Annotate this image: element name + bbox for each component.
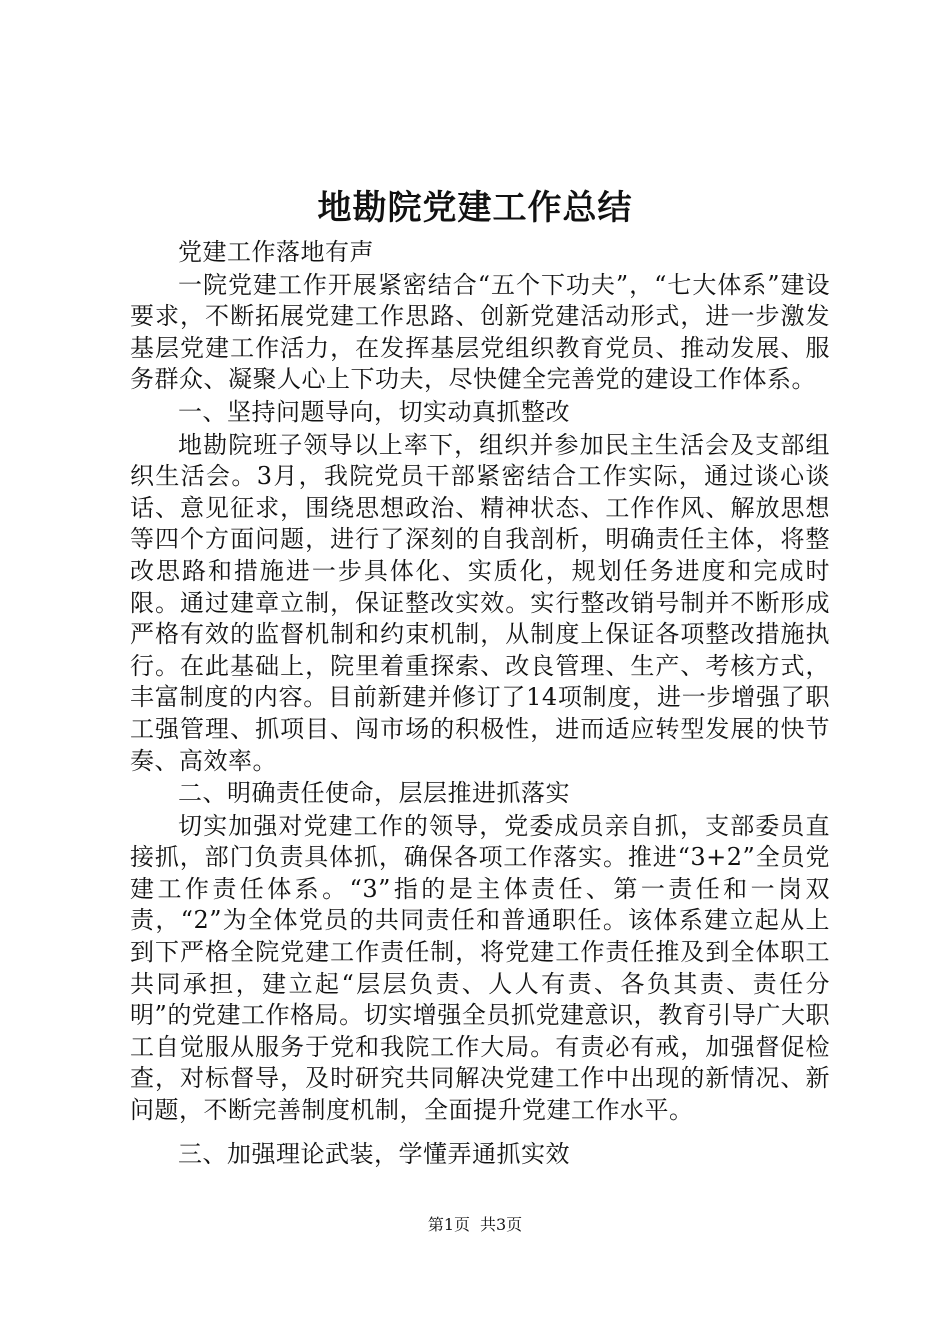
section-2-paragraph: 切实加强对党建工作的领导，党委成员亲自抓，支部委员直接抓，部门负责具体抓，确保各项工作落实。推进“3+2”全员党建工作责任体系。“3”指的是主体责任、第一责任和一岗双责，“2”为全体党员的共同责任和普通职任。该体系建立起从上到下严格全院党建工作责任制，将党建工作责任推及到全体职工共同承担，建立起“层层负责、人人有责、各负其责、责任分明”的党建工作格局。切实增强全员抓党建意识，教育引导广大职工自觉服从服务于党和我院工作大局。有责必有戒，加强督促检查，对标督导，及时研究共同解决党建工作中出现的新情况、新问题，不断完善制度机制，全面提升党建工作水平。 — [130, 811, 830, 1125]
page-number: 第1页 — [427, 1215, 470, 1234]
intro-paragraph: 一院党建工作开展紧密结合“五个下功夫”，“七大体系”建设要求，不断拓展党建工作思路、创新党建活动形式，进一步激发基层党建工作活力，在发挥基层党组织教育党员、推动发展、服务群众、凝聚人心上下功夫，尽快健全完善党的建设工作体系。 — [130, 270, 830, 394]
page-total: 共3页 — [480, 1215, 523, 1234]
section-heading-3: 三、加强理论武装，学懂弄通抓实效 — [178, 1139, 570, 1168]
section-heading-2: 二、明确责任使命，层层推进抓落实 — [178, 779, 570, 808]
page-footer — [0, 1213, 950, 1237]
section-1-paragraph: 地勘院班子领导以上率下，组织并参加民主生活会及支部组织生活会。3月，我院党员干部紧密结合工作实际，通过谈心谈话、意见征求，围绕思想政治、精神状态、工作作风、解放思想等四个方面问题，进行了深刻的自我剖析，明确责任主体，将整改思路和措施进一步具体化、实质化，规划任务进度和完成时限。通过建章立制，保证整改实效。实行整改销号制并不断形成严格有效的监督机制和约束机制，从制度上保证各项整改措施执行。在此基础上，院里着重探索、改良管理、生产、考核方式，丰富制度的内容。目前新建并修订了14项制度，进一步增强了职工强管理、抓项目、闯市场的积极性，进而适应转型发展的快节奏、高效率。 — [130, 430, 830, 775]
section-heading-1: 一、坚持问题导向，切实动真抓整改 — [178, 397, 570, 426]
document-title: 地勘院党建工作总结 — [317, 188, 633, 228]
document-body — [130, 236, 830, 1171]
section-subtitle: 党建工作落地有声 — [178, 238, 374, 266]
